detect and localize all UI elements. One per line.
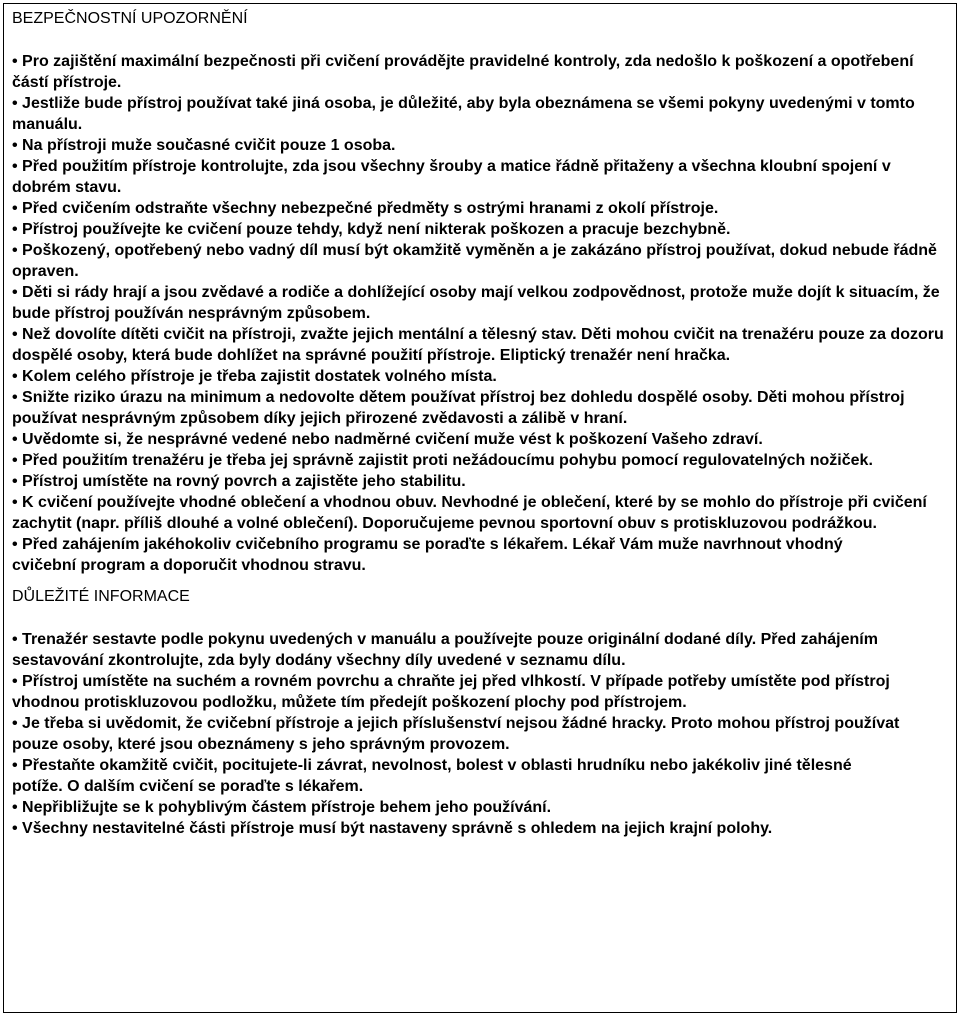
list-item: • Poškozený, opotřebený nebo vadný díl musí být okamžitě vyměněn a je zakázáno přístroj používat, dokud nebude řádně opraven. [12,242,937,280]
list-item: • Snižte riziko úrazu na minimum a nedovolte dětem používat přístroj bez dohledu dospělé osoby. Děti mohou přístroj používat nesprávným způsobem díky jejich přirozené zvědavosti a zálibě v hraní. [12,389,905,427]
list-item: • Před použitím trenažéru je třeba jej správně zajistit proti nežádoucímu pohybu pomocí regulovatelných nožiček. [12,452,873,469]
list-item: • Kolem celého přístroje je třeba zajistit dostatek volného místa. [12,368,497,385]
list-item: • Všechny nestavitelné části přístroje musí být nastaveny správně s ohledem na jejich krajní polohy. [12,820,773,837]
list-item: • Před zahájením jakéhokoliv cvičebního programu se poraďte s lékařem. Lékař Vám muže navrhnout vhodný cvičební program a doporučit vhodnou stravu. [12,536,843,574]
document-page [3,3,957,1013]
list-item: • Děti si rády hrají a jsou zvědavé a rodiče a dohlížející osoby mají velkou zodpovědnost, protože muže dojít k situacím, že bude přístroj používán nesprávným způsobem. [12,284,940,322]
list-item: • Nepřibližujte se k pohyblivým částem přístroje behem jeho používání. [12,799,552,816]
list-item: • Trenažér sestavte podle pokynu uvedených v manuálu a používejte pouze originální dodané díly. Před zahájením sestavování zkontrolujte, zda byly dodány všechny díly uvedené v seznamu dílu. [12,631,878,669]
list-item: • Přístroj umístěte na suchém a rovném povrchu a chraňte jej před vlhkostí. V případe potřeby umístěte pod přístroj vhodnou protiskluzovou podložku, můžete tím předejít poškození plochy pod přístrojem. [12,673,890,711]
list-item: • Uvědomte si, že nesprávné vedené nebo nadměrné cvičení muže vést k poškození Vašeho zdraví. [12,431,763,448]
list-item: • K cvičení používejte vhodné oblečení a vhodnou obuv. Nevhodné je oblečení, které by se mohlo do přístroje při cvičení zachytit (napr. příliš dlouhé a volné oblečení). Doporučujeme pevnou sportovní obuv s protiskluzovou podrážkou. [12,494,927,532]
safety-list [12,51,950,576]
list-item: • Na přístroji muže současné cvičit pouze 1 osoba. [12,137,396,154]
list-item: • Přestaňte okamžitě cvičit, pocitujete-li závrat, nevolnost, bolest v oblasti hrudníku nebo jakékoliv jiné tělesné potíže. O dalším cvičení se poraďte s lékařem. [12,757,852,795]
list-item: • Před použitím přístroje kontrolujte, zda jsou všechny šrouby a matice řádně přitaženy a všechna kloubní spojení v dobrém stavu. [12,158,891,196]
list-item: • Pro zajištění maximální bezpečnosti při cvičení provádějte pravidelné kontroly, zda nedošlo k poškození a opotřebení částí přístroje. [12,53,914,91]
safety-section [12,8,950,576]
list-item: • Přístroj umístěte na rovný povrch a zajistěte jeho stabilitu. [12,473,466,490]
list-item: • Je třeba si uvědomit, že cvičební přístroje a jejich příslušenství nejsou žádné hracky. Proto mohou přístroj používat pouze osoby, které jsou obeznámeny s jeho správným provozem. [12,715,900,753]
safety-heading: BEZPEČNOSTNÍ UPOZORNĚNÍ [12,10,248,27]
list-item: • Před cvičením odstraňte všechny nebezpečné předměty s ostrými hranami z okolí přístroje. [12,200,719,217]
list-item: • Jestliže bude přístroj používat také jiná osoba, je důležité, aby byla obeznámena se všemi pokyny uvedenými v tomto manuálu. [12,95,915,133]
info-section [12,586,950,839]
list-item: • Než dovolíte dítěti cvičit na přístroji, zvažte jejich mentální a tělesný stav. Děti mohou cvičit na trenažéru pouze za dozoru dospělé osoby, která bude dohlížet na správné použití přístroje. Eliptický trenažér není hračka. [12,326,944,364]
list-item: • Přístroj používejte ke cvičení pouze tehdy, když není nikterak poškozen a pracuje bezchybně. [12,221,731,238]
info-list [12,629,950,839]
info-heading: DŮLEŽITÉ INFORMACE [12,588,190,605]
